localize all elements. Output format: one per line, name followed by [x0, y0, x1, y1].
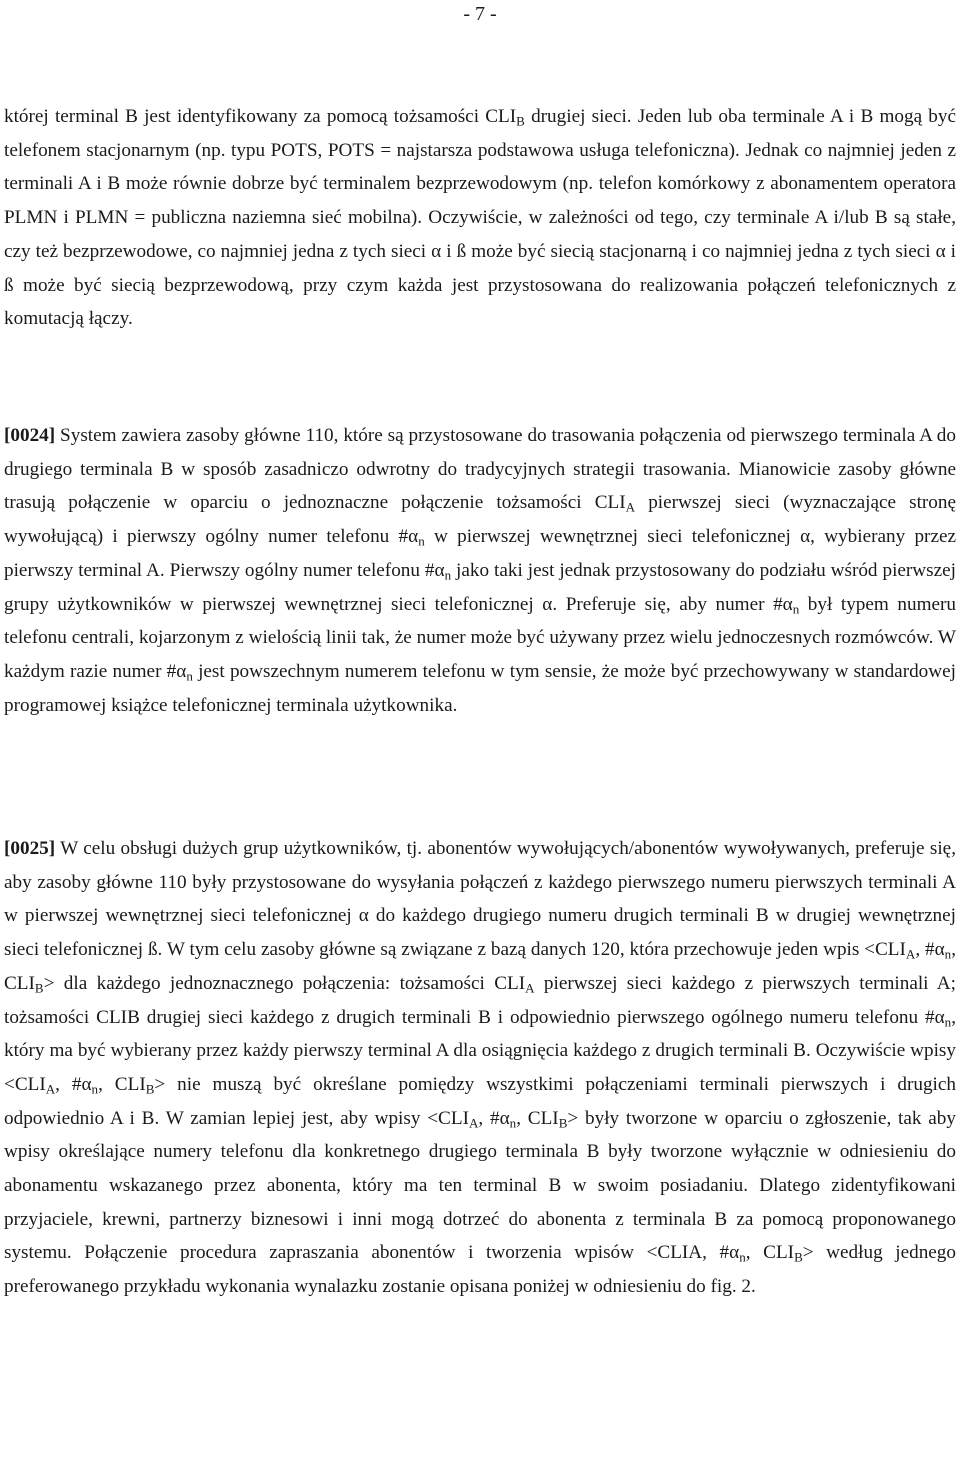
- paragraph-text: System zawiera zasoby główne 110, które są przystosowane do trasowania połączenia od pierwszego terminala A do drugiego terminala B w sposób zasadniczo odwrotny do tradycyjnych strategii trasowania. Mianowicie zasoby główne trasują połączenie w oparciu o jednoznaczne połączenie tożsamości $CLI_A$ pierwszej sieci (wyznaczające stronę wywołującą) i pierwszy ogólny numer telefonu $\#\alpha_n$ w pierwszej wewnętrznej sieci telefonicznej α, wybierany przez pierwszy terminal A. Pierwszy ogólny numer telefonu $\#\alpha_n$ jako taki jest jednak przystosowany do podziału wśród pierwszej grupy użytkowników w pierwszej wewnętrznej sieci telefonicznej α. Preferuje się, aby numer $\#\alpha_n$ był typem numeru telefonu centrali, kojarzonym z wielością linii tak, że numer może być używany przez wielu jednoczesnych rozmówców. W każdym razie numer $\#\alpha_n$ jest powszechnym numerem telefonu w tym sensie, że może być przechowywany w standardowej programowej książce telefonicznej terminala użytkownika.: [4, 425, 956, 716]
- paragraph-continuation: [4, 100, 956, 336]
- page-number: - 7 -: [463, 3, 497, 25]
- paragraph-0024: [4, 419, 956, 722]
- paragraph-number: [0024]: [4, 425, 56, 446]
- paragraph-0025: [4, 832, 956, 1304]
- paragraph-text: której terminal B jest identyfikowany za pomocą tożsamości $CLI_B$ drugiej sieci. Jeden lub oba terminale A i B mogą być telefonem stacjonarnym (np. typu POTS, POTS = najstarsza podstawowa usługa telefoniczna). Jednak co najmniej jeden z terminali A i B może równie dobrze być terminalem bezprzewodowym (np. telefon komórkowy z abonamentem operatora PLMN i PLMN = publiczna naziemna sieć mobilna). Oczywiście, w zależności od tego, czy terminale A i/lub B są stałe, czy też bezprzewodowe, co najmniej jedna z tych sieci α i ß może być siecią stacjonarną i co najmniej jedna z tych sieci α i ß może być siecią bezprzewodową, przy czym każda jest przystosowana do realizowania połączeń telefonicznych z komutacją łączy.: [4, 106, 956, 330]
- paragraph-number: [0025]: [4, 838, 56, 859]
- paragraph-text: W celu obsługi dużych grup użytkowników, tj. abonentów wywołujących/abonentów wywoływanych, preferuje się, aby zasoby główne 110 były przystosowane do wysyłania połączeń z każdego pierwszego numeru pierwszych terminali A w pierwszej wewnętrznej sieci telefonicznej α do każdego drugiego numeru drugich terminali B w drugiej wewnętrznej sieci telefonicznej ß. W tym celu zasoby główne są związane z bazą danych 120, która przechowuje jeden wpis $<CLI_A$, $\#\alpha_n$, $CLI_B>$ dla każdego jednoznacznego połączenia: tożsamości $CLI_A$ pierwszej sieci każdego z pierwszych terminali A; tożsamości CLIB drugiej sieci każdego z drugich terminali B i odpowiednio pierwszego ogólnego numeru telefonu $\#\alpha_n$, który ma być wybierany przez każdy pierwszy terminal A dla osiągnięcia każdego z drugich terminali B. Oczywiście wpisy $<CLI_A$, $\#\alpha_n$, $CLI_B>$ nie muszą być określane pomiędzy wszystkimi połączeniami terminali pierwszych i drugich odpowiednio A i B. W zamian lepiej jest, aby wpisy $<CLI_A$, $\#\alpha_n$, $CLI_B>$ były tworzone w oparciu o zgłoszenie, tak aby wpisy określające numery telefonu dla konkretnego drugiego terminala B były tworzone wyłącznie w odniesieniu do abonamentu wskazanego przez abonenta, który ma ten terminal B w swoim posiadaniu. Dlatego zidentyfikowani przyjaciele, krewni, partnerzy biznesowi i inni mogą dotrzeć do abonenta z terminala B za pomocą proponowanego systemu. Połączenie procedura zapraszania abonentów i tworzenia wpisów <CLIA, $\#\alpha_n$, $CLI_B>$ według jednego preferowanego przykładu wykonania wynalazku zostanie opisana poniżej w odniesieniu do fig. 2.: [4, 838, 956, 1298]
